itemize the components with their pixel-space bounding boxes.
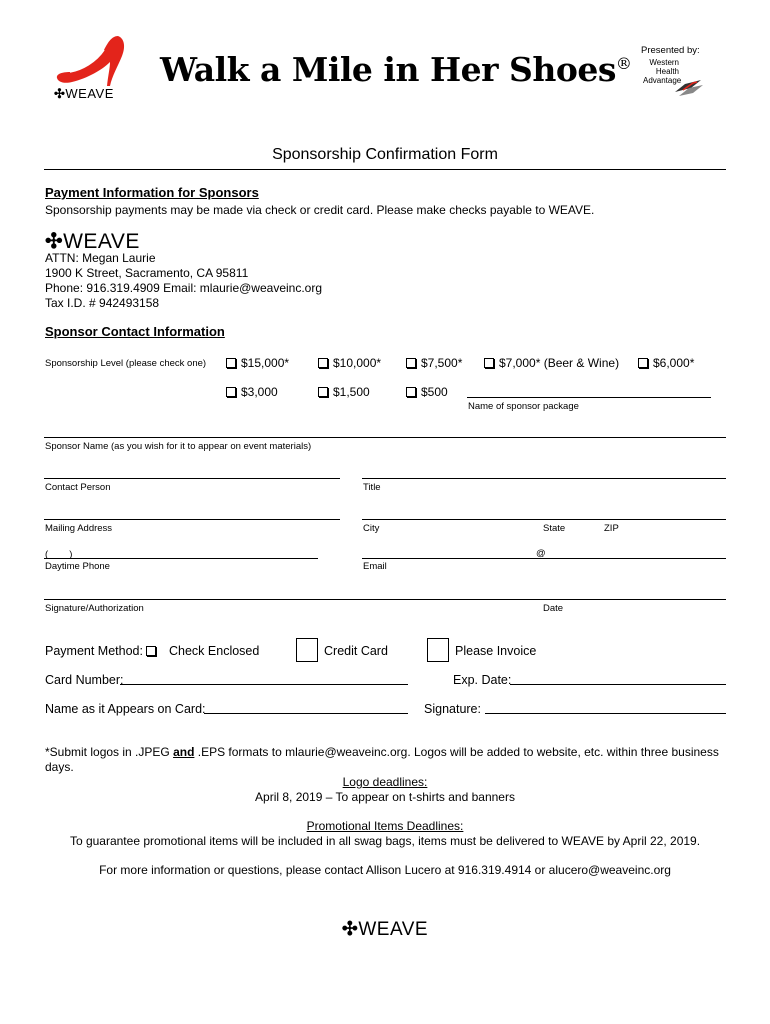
sponsor-contact-heading: Sponsor Contact Information <box>45 324 225 339</box>
red-heel-icon <box>52 32 132 92</box>
city-label: City <box>363 523 380 534</box>
sponsor-name-field[interactable] <box>44 437 726 438</box>
name-on-card-label: Name as it Appears on Card: <box>45 702 206 716</box>
exp-date-field[interactable] <box>510 684 726 685</box>
checkbox[interactable] <box>638 358 648 368</box>
payment-info-heading: Payment Information for Sponsors <box>45 185 259 200</box>
check-enclosed-checkbox[interactable] <box>146 646 156 656</box>
signature-authorization-field[interactable] <box>44 599 726 600</box>
zip-label: ZIP <box>604 523 619 534</box>
date-label: Date <box>543 603 564 614</box>
level-option-500[interactable]: $500 <box>406 385 448 399</box>
level-option-7500[interactable]: $7,500* <box>406 356 462 370</box>
form-title: Sponsorship Confirmation Form <box>272 146 498 163</box>
promo-deadlines-text: To guarantee promotional items will be included in all swag bags, items must be delivered to WEAVE by April 22, 2019. <box>69 834 701 848</box>
card-signature-field[interactable] <box>485 713 726 714</box>
credit-card-checkbox[interactable] <box>296 638 318 662</box>
logo-deadlines-heading: Logo deadlines: <box>342 775 428 789</box>
card-number-field[interactable] <box>120 684 408 685</box>
page-title: Walk a Mile in Her Shoes® <box>160 50 632 89</box>
logo-submission-note: *Submit logos in .JPEG and .EPS formats to mlaurie@weaveinc.org. Logos will be added to website, etc. within three business days. <box>45 745 719 774</box>
payment-info-text: Sponsorship payments may be made via check or credit card. Please make checks payable to WEAVE. <box>45 203 595 217</box>
card-number-label: Card Number: <box>45 673 124 687</box>
name-on-card-field[interactable] <box>204 713 408 714</box>
contact-person-label: Contact Person <box>45 482 111 493</box>
please-invoice-checkbox[interactable] <box>427 638 449 662</box>
sponsor-package-label: Name of sponsor package <box>468 401 579 412</box>
weave-knot-icon: ✣ <box>45 230 64 253</box>
contact-note: For more information or questions, please contact Allison Lucero at 916.319.4914 or alucero@weaveinc.org <box>99 863 671 877</box>
title-divider <box>44 169 726 170</box>
check-enclosed-label: Check Enclosed <box>169 644 260 658</box>
checkbox[interactable] <box>318 358 328 368</box>
contact-person-field[interactable] <box>44 478 340 479</box>
checkbox[interactable] <box>226 358 236 368</box>
presented-by: Presented by: <box>641 45 700 56</box>
email-at-sign: @ <box>536 548 546 559</box>
promo-deadlines-heading: Promotional Items Deadlines: <box>306 819 464 833</box>
sponsor-package-field[interactable] <box>467 397 711 398</box>
weave-knot-icon: ✣ <box>341 919 359 940</box>
daytime-phone-field[interactable] <box>44 558 318 559</box>
shoe-logo <box>52 32 132 104</box>
weave-logo-small: ✣WEAVE <box>54 86 114 101</box>
credit-card-label: Credit Card <box>324 644 388 658</box>
mailing-address-label: Mailing Address <box>45 523 113 534</box>
level-option-3000[interactable]: $3,000 <box>226 385 278 399</box>
checkbox[interactable] <box>406 387 416 397</box>
mailing-address-field[interactable] <box>44 519 340 520</box>
sponsorship-level-label: Sponsorship Level (please check one) <box>45 358 207 369</box>
checkbox[interactable] <box>226 387 236 397</box>
signature-authorization-label: Signature/Authorization <box>45 603 144 614</box>
please-invoice-label: Please Invoice <box>455 644 537 658</box>
western-health-logo: Western Health Advantage <box>643 58 703 100</box>
title-label: Title <box>363 482 381 493</box>
exp-date-label: Exp. Date: <box>453 673 512 687</box>
checkbox[interactable] <box>406 358 416 368</box>
mailing-address-block: ATTN: Megan Laurie 1900 K Street, Sacramento, CA 95811 Phone: 916.319.4909 Email: mlaurie@weaveinc.org Tax I.D. # 942493158 <box>45 251 323 310</box>
state-label: State <box>543 523 566 534</box>
level-option-10000[interactable]: $10,000* <box>318 356 381 370</box>
card-signature-label: Signature: <box>424 702 481 716</box>
checkbox[interactable] <box>484 358 494 368</box>
checkbox[interactable] <box>318 387 328 397</box>
level-option-1500[interactable]: $1,500 <box>318 385 370 399</box>
email-label: Email <box>363 561 387 572</box>
phone-area-code: ( ) <box>45 549 73 560</box>
city-state-zip-field[interactable] <box>362 519 726 520</box>
daytime-phone-label: Daytime Phone <box>45 561 110 572</box>
logo-deadlines-text: April 8, 2019 – To appear on t-shirts and banners <box>255 790 515 804</box>
level-option-7000[interactable]: $7,000* (Beer & Wine) <box>484 356 619 370</box>
title-field[interactable] <box>362 478 726 479</box>
sponsor-name-label: Sponsor Name (as you wish for it to appear on event materials) <box>45 441 312 452</box>
flag-icon <box>673 78 703 98</box>
footer-weave-logo: ✣WEAVE <box>341 919 429 940</box>
level-option-6000[interactable]: $6,000* <box>638 356 694 370</box>
level-option-15000[interactable]: $15,000* <box>226 356 289 370</box>
weave-logo: ✣WEAVE <box>45 230 140 253</box>
payment-method-label: Payment Method: <box>45 644 143 658</box>
email-field[interactable] <box>362 558 726 559</box>
